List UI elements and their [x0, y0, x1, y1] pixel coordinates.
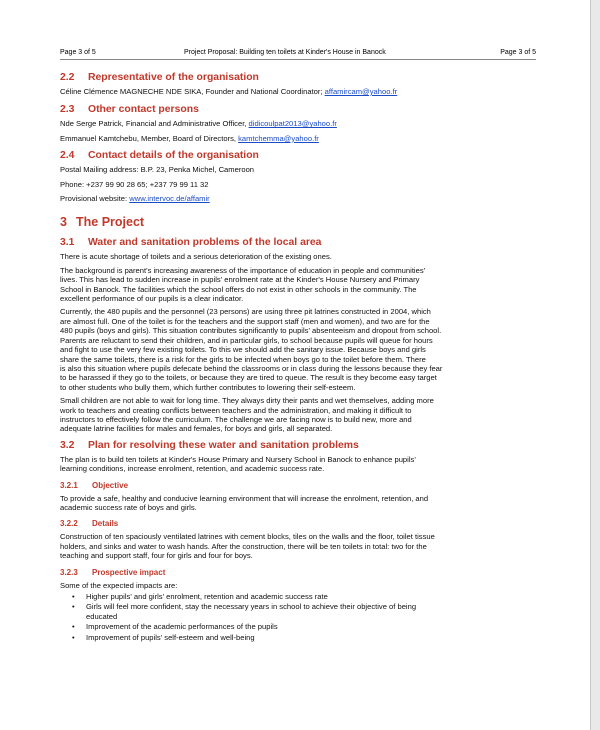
paragraph-line: and fight to use the very few existing toilets. To this we should add the sanitary issue. Because boys and girls — [60, 345, 426, 355]
paragraph — [60, 532, 536, 560]
list-item-line: educated — [86, 611, 118, 621]
contact-email-link[interactable]: kamtchemma@yahoo.fr — [238, 133, 319, 143]
list-item — [60, 592, 536, 601]
heading-3-2-3 — [60, 568, 536, 578]
paragraph-line: The background is parent's increasing awareness of the importance of education in people and communities' — [60, 265, 426, 275]
list-item-line: Improvement of pupils' self-esteem and well-being — [86, 632, 255, 642]
page-content — [60, 72, 536, 642]
paragraph-line: Parents are reluctant to send their children, and in particular girls, to school because pupils will queue for hours — [60, 335, 433, 345]
header-page-left: Page 3 of 5 — [60, 49, 96, 56]
paragraph-line: To provide a safe, healthy and conducive learning environment that will increase the enrolment, retention, and — [60, 493, 429, 503]
bullet: • — [72, 602, 75, 612]
paragraph — [60, 266, 536, 304]
heading-title: Other contact persons — [88, 104, 199, 116]
website-label: Provisional website: — [60, 194, 130, 204]
heading-3-2-1 — [60, 481, 536, 491]
heading-number: 2.4 — [60, 150, 75, 162]
heading-number: 3.2.3 — [60, 567, 78, 577]
paragraph-line: Construction of ten spaciously ventilated latrines with cement blocks, tiles on the walls and the floor, toilet tissue — [60, 532, 435, 542]
list-item — [60, 633, 536, 642]
heading-number: 3.2 — [60, 439, 75, 451]
representative-email-link[interactable]: affamircam@yahoo.fr — [324, 87, 398, 96]
list-item-line: Improvement of the academic performances of the pupils — [86, 622, 278, 632]
header-rule — [60, 59, 536, 60]
contact-line-1 — [60, 119, 536, 128]
paragraph-line: teaching and support staff, four for girls and four for boys. — [60, 551, 253, 561]
list-item — [60, 602, 536, 621]
heading-2-3 — [60, 104, 536, 116]
postal-address: Postal Mailing address: B.P. 23, Penka Michel, Cameroon — [60, 165, 255, 175]
heading-number: 3.2.2 — [60, 519, 78, 529]
paragraph — [60, 396, 536, 434]
bullet: • — [72, 622, 75, 632]
contact-text: Emmanuel Kamtchebu, Member, Board of Directors, — [60, 133, 239, 143]
header-title: Project Proposal: Building ten toilets at Kinder's House in Banock — [184, 49, 386, 56]
heading-3-2-2 — [60, 519, 536, 529]
paragraph-line: instructors to effectively follow the curriculum. The challenge we are facing now is to build new, more and — [60, 414, 412, 424]
heading-number: 3 — [60, 215, 67, 230]
bullet: • — [72, 592, 75, 601]
paragraph-line: Currently, the 480 pupils and the personnel (23 persons) are using three pit latrines constructed in 2004, which — [60, 307, 431, 317]
scrollbar[interactable] — [591, 0, 600, 730]
heading-title: The Project — [76, 215, 145, 230]
header-page-right: Page 3 of 5 — [500, 49, 536, 56]
paragraph-line: learning conditions, increase enrolment, retention, and academic success rate. — [60, 464, 325, 474]
list-item-line: Higher pupils' and girls' enrolment, retention and academic success rate — [86, 592, 328, 601]
paragraph-line: School in Banock. The facilities which the school offers do not exist in other schools in the community. The — [60, 284, 417, 294]
website-line — [60, 194, 536, 203]
phone-numbers: Phone: +237 99 90 28 65; +237 79 99 11 32 — [60, 179, 209, 189]
representative-line — [60, 87, 536, 96]
heading-number: 3.2.1 — [60, 480, 78, 490]
paragraph — [60, 307, 536, 392]
heading-title: Representative of the organisation — [88, 72, 259, 83]
contact-text: Nde Serge Patrick, Financial and Administrative Officer, — [60, 119, 249, 129]
paragraph-line: to other students who bully them, which further contributes to lowering their self-esteem. — [60, 382, 356, 392]
contact-email-link[interactable]: didicoulpat2013@yahoo.fr — [248, 119, 337, 129]
heading-title: Plan for resolving these water and sanitation problems — [88, 439, 359, 451]
paragraph: There is acute shortage of toilets and a serious deterioration of the existing ones. — [60, 252, 332, 262]
heading-number: 2.2 — [60, 72, 75, 83]
heading-3-1 — [60, 237, 536, 249]
paragraph-line: The plan is to build ten toilets at Kinder's House Primary and Nursery School in Banock to enhance pupils' — [60, 454, 416, 464]
heading-title: Water and sanitation problems of the local area — [88, 237, 322, 249]
heading-title: Contact details of the organisation — [88, 150, 259, 162]
heading-2-4 — [60, 150, 536, 162]
paragraph-line: to be harassed if they go to the toilets, or because they are tired to queue. The result is they become easy target — [60, 373, 437, 383]
list-item — [60, 622, 536, 631]
paragraph-line: holders, and sinks and water to wash hands. After the construction, there will be ten toilets in total: two for the — [60, 541, 427, 551]
list-item-line: Girls will feel more confident, stay the necessary years in school to achieve their objective of being — [86, 602, 417, 612]
paragraph-line: is also this situation where pupils defecate behind the classrooms or in class during the lessons because they fear — [60, 363, 443, 373]
heading-2-2 — [60, 72, 536, 84]
heading-3-2 — [60, 440, 536, 452]
paragraph-line: share the same toilets, there is a risk for the girls to be infected when boys go to the toilet before them. There — [60, 354, 426, 364]
bullet: • — [72, 632, 75, 642]
paragraph-line: excellent performance of our pupils is a clear indicator. — [60, 294, 244, 304]
paragraph-line: 480 pupils (boys and girls). This situation contributes significantly to pupils' absenteeism and dropout from school. — [60, 326, 442, 336]
paragraph-line: adequate latrine facilities for males and females, for boys and girls, all separated. — [60, 424, 333, 434]
heading-title: Prospective impact — [92, 567, 166, 577]
impact-list — [60, 592, 536, 642]
paragraph: Some of the expected impacts are: — [60, 580, 178, 590]
heading-number: 3.1 — [60, 237, 75, 249]
contact-line-2 — [60, 134, 536, 143]
paragraph — [60, 455, 536, 474]
paragraph — [60, 494, 536, 513]
paragraph-line: academic success rate of boys and girls. — [60, 502, 197, 512]
heading-title: Details — [92, 519, 119, 529]
paragraph-line: are almost full. One of the toilet is for the teachers and the support staff (men and women), and two are for the — [60, 316, 430, 326]
heading-3 — [60, 215, 536, 229]
paragraph-line: work to teachers and creating conflicts between teachers and the administration, and making it difficult to — [60, 405, 412, 415]
representative-text: Céline Clémence MAGNECHE NDE SIKA, Founder and National Coordinator; — [60, 87, 325, 96]
heading-number: 2.3 — [60, 104, 75, 116]
website-link[interactable]: www.intervoc.de/affamir — [129, 194, 210, 204]
paragraph-line: Small children are not able to wait for long time. They always dirty their pants and wet themselves, adding more — [60, 396, 434, 406]
paragraph-line: lives. This has lead to sudden increase in pupils' enrolment rate at the Kinder's House Nursery and Primary — [60, 275, 420, 285]
heading-title: Objective — [92, 480, 129, 490]
